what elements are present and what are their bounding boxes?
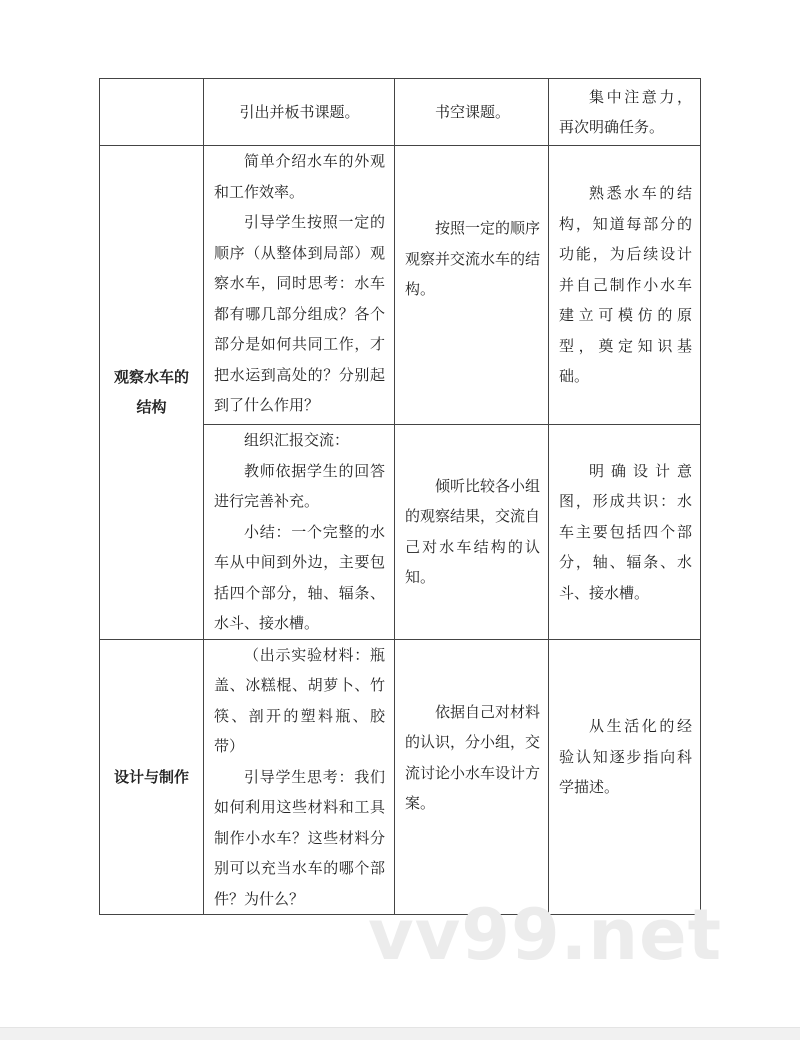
teacher-activity-text: 引出并板书课题。 (239, 102, 360, 121)
student-activity-cell (395, 639, 549, 915)
student-activity-text: 倾听比较各小组的观察结果，交流自己对水车结构的认知。 (405, 476, 541, 587)
design-purpose-text: 集中注意力，再次明确任务。 (559, 87, 692, 136)
teacher-activity-paragraph: （出示实验材料：瓶盖、冰糕棍、胡萝卜、竹筷、剖开的塑料瓶、胶带） (214, 645, 385, 755)
teacher-activity-cell (204, 639, 395, 915)
teacher-activity-cell (204, 146, 395, 425)
student-activity-text: 依据自己对材料的认识，分小组，交流讨论小水车设计方案。 (405, 702, 541, 813)
stage-title-observe: 观察水车的结构 (113, 368, 189, 417)
teacher-activity-paragraph: 简单介绍水车的外观和工作效率。 (214, 152, 385, 201)
page-bottom-edge (0, 1027, 800, 1040)
teacher-activity-paragraph: 引导学生思考：我们如何利用这些材料和工具制作小水车？这些材料分别可以充当水车的哪个部件？为什么？ (214, 767, 385, 908)
teacher-activity-paragraph: 组织汇报交流： (244, 431, 350, 449)
student-activity-cell (395, 425, 549, 640)
teacher-activity-cell (204, 425, 395, 640)
stage-cell-observe (100, 146, 204, 640)
design-purpose-text: 从生活化的经验认知逐步指向科学描述。 (559, 717, 692, 796)
site-watermark: vv99.net (368, 894, 723, 976)
design-purpose-text: 明确设计意图，形成共识：水车主要包括四个部分，轴、辐条、水斗、接水槽。 (559, 461, 692, 602)
design-purpose-cell (549, 146, 701, 425)
teacher-activity-paragraph: 教师依据学生的回答进行完善补充。 (214, 461, 385, 510)
teacher-activity-cell (204, 79, 395, 146)
teacher-activity-paragraph: 小结：一个完整的水车从中间到外边，主要包括四个部分，轴、辐条、水斗、接水槽。 (214, 522, 385, 632)
table-row-design (100, 639, 701, 915)
student-activity-cell (395, 79, 549, 146)
teacher-activity-paragraph: 引导学生按照一定的顺序（从整体到局部）观察水车，同时思考：水车都有哪几部分组成？各个部分是如何共同工作，才把水运到高处的？分别起到了什么作用？ (214, 213, 385, 414)
student-activity-cell (395, 146, 549, 425)
design-purpose-cell (549, 79, 701, 146)
design-purpose-text: 熟悉水车的结构，知道每部分的功能，为后续设计并自己制作小水车建立可模仿的原型，奠定知识基础。 (559, 184, 692, 386)
stage-cell-empty (100, 79, 204, 146)
stage-cell-design (100, 639, 204, 915)
stage-title-design: 设计与制作 (113, 767, 189, 786)
design-purpose-cell (549, 639, 701, 915)
lesson-plan-table (99, 78, 701, 915)
student-activity-text: 书空课题。 (434, 102, 510, 121)
design-purpose-cell (549, 425, 701, 640)
table-row-observe-1 (100, 146, 701, 425)
student-activity-text: 按照一定的顺序观察并交流水车的结构。 (405, 219, 541, 299)
table-row-intro (100, 79, 701, 146)
